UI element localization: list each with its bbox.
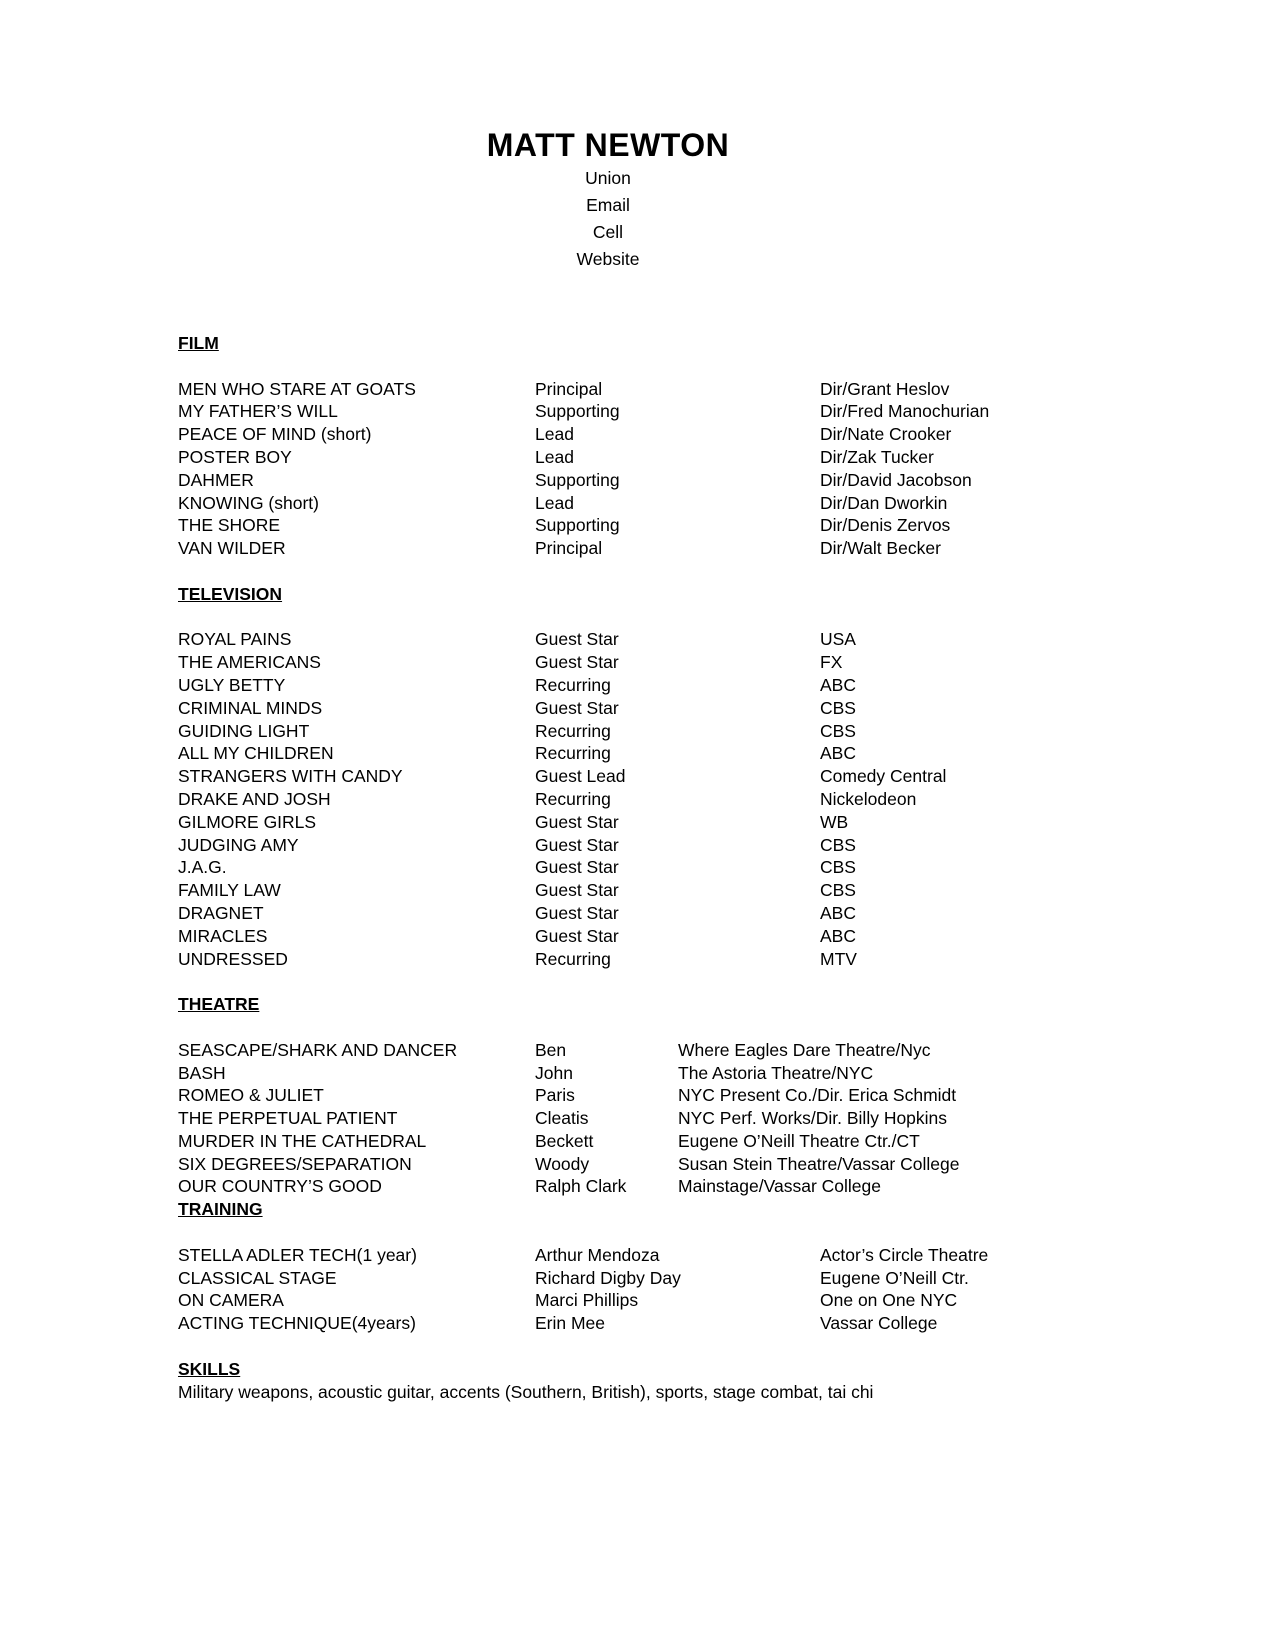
credit-detail: NYC Present Co./Dir. Erica Schmidt bbox=[678, 1085, 957, 1106]
theatre-rows bbox=[178, 1039, 1038, 1199]
credit-detail: CBS bbox=[820, 697, 856, 718]
credit-title: DAHMER bbox=[178, 469, 254, 490]
credit-role: Guest Star bbox=[535, 697, 619, 718]
credit-title: SEASCAPE/SHARK AND DANCER bbox=[178, 1039, 458, 1060]
training-teacher: Arthur Mendoza bbox=[535, 1244, 660, 1265]
credit-detail: USA bbox=[820, 629, 856, 650]
credit-role: Lead bbox=[535, 492, 574, 513]
film-credit-row bbox=[178, 378, 1038, 401]
credit-detail: Dir/Dan Dworkin bbox=[820, 492, 948, 513]
television-credit-row bbox=[178, 948, 1038, 971]
credit-detail: Dir/Fred Manochurian bbox=[820, 401, 990, 422]
credit-title: THE SHORE bbox=[178, 515, 281, 536]
credit-detail: ABC bbox=[820, 925, 856, 946]
credit-detail: ABC bbox=[820, 743, 856, 764]
credit-detail: Comedy Central bbox=[820, 766, 947, 787]
credit-detail: WB bbox=[820, 811, 849, 832]
film-credit-row bbox=[178, 423, 1038, 446]
training-place: One on One NYC bbox=[820, 1290, 958, 1311]
credit-role: Guest Star bbox=[535, 629, 619, 650]
credit-role: Supporting bbox=[535, 515, 620, 536]
credit-title: ROYAL PAINS bbox=[178, 629, 292, 650]
training-course: ACTING TECHNIQUE(4years) bbox=[178, 1313, 416, 1334]
credit-title: ALL MY CHILDREN bbox=[178, 743, 334, 764]
theatre-credit-row bbox=[178, 1062, 1038, 1085]
credit-title: MIRACLES bbox=[178, 925, 268, 946]
television-credit-row bbox=[178, 720, 1038, 743]
contact-line-website: Website bbox=[576, 249, 640, 269]
credit-detail: Dir/Grant Heslov bbox=[820, 378, 950, 399]
credit-title: UNDRESSED bbox=[178, 948, 288, 969]
credit-detail: Dir/Zak Tucker bbox=[820, 446, 934, 467]
credit-detail: ABC bbox=[820, 902, 856, 923]
film-credit-row bbox=[178, 400, 1038, 423]
training-place: Actor’s Circle Theatre bbox=[820, 1244, 989, 1265]
film-credit-row bbox=[178, 469, 1038, 492]
credit-detail: ABC bbox=[820, 674, 856, 695]
section-heading-film: FILM bbox=[178, 333, 219, 353]
contact-line-cell: Cell bbox=[592, 222, 624, 242]
credit-title: JUDGING AMY bbox=[178, 834, 299, 855]
training-place: Vassar College bbox=[820, 1313, 938, 1334]
section-theatre bbox=[178, 993, 1038, 1198]
credit-title: POSTER BOY bbox=[178, 446, 292, 467]
credit-title: SIX DEGREES/SEPARATION bbox=[178, 1153, 412, 1174]
credit-title: STRANGERS WITH CANDY bbox=[178, 766, 403, 787]
credit-title: PEACE OF MIND (short) bbox=[178, 424, 372, 445]
credit-detail: Dir/Denis Zervos bbox=[820, 515, 951, 536]
resume-content bbox=[178, 125, 1038, 1403]
television-credit-row bbox=[178, 834, 1038, 857]
credit-title: DRAKE AND JOSH bbox=[178, 788, 331, 809]
credit-detail: CBS bbox=[820, 720, 856, 741]
television-credit-row bbox=[178, 628, 1038, 651]
section-heading-theatre: THEATRE bbox=[178, 994, 260, 1015]
section-heading-training: TRAINING bbox=[178, 1199, 263, 1220]
credit-role: Guest Lead bbox=[535, 766, 626, 787]
credit-role: Guest Star bbox=[535, 902, 619, 923]
credit-detail: FX bbox=[820, 652, 843, 673]
training-course: CLASSICAL STAGE bbox=[178, 1267, 337, 1288]
credit-title: GILMORE GIRLS bbox=[178, 811, 317, 832]
section-film bbox=[178, 332, 1038, 560]
credit-role: Guest Star bbox=[535, 880, 619, 901]
theatre-credit-row bbox=[178, 1107, 1038, 1130]
television-credit-row bbox=[178, 856, 1038, 879]
film-credit-row bbox=[178, 514, 1038, 537]
training-credit-row bbox=[178, 1244, 1038, 1267]
credit-detail: The Astoria Theatre/NYC bbox=[678, 1062, 874, 1083]
television-credit-row bbox=[178, 674, 1038, 697]
training-teacher: Erin Mee bbox=[535, 1313, 606, 1334]
credit-title: CRIMINAL MINDS bbox=[178, 697, 323, 718]
section-skills bbox=[178, 1358, 1038, 1404]
credit-title: MURDER IN THE CATHEDRAL bbox=[178, 1130, 427, 1151]
credit-detail: Dir/Nate Crooker bbox=[820, 424, 952, 445]
credit-detail: Where Eagles Dare Theatre/Nyc bbox=[678, 1039, 931, 1060]
television-credit-row bbox=[178, 765, 1038, 788]
theatre-credit-row bbox=[178, 1130, 1038, 1153]
credit-detail: MTV bbox=[820, 948, 857, 969]
credit-detail: Eugene O’Neill Theatre Ctr./CT bbox=[678, 1130, 920, 1151]
television-credit-row bbox=[178, 925, 1038, 948]
credit-role: Recurring bbox=[535, 674, 611, 695]
credit-role: Guest Star bbox=[535, 857, 619, 878]
training-teacher: Marci Phillips bbox=[535, 1290, 639, 1311]
credit-role: Guest Star bbox=[535, 811, 619, 832]
credit-role: Guest Star bbox=[535, 925, 619, 946]
credit-title: FAMILY LAW bbox=[178, 880, 281, 901]
section-heading-skills: SKILLS bbox=[178, 1358, 241, 1379]
film-credit-row bbox=[178, 446, 1038, 469]
credit-title: BASH bbox=[178, 1062, 226, 1083]
skills-text: Military weapons, acoustic guitar, accents (Southern, British), sports, stage combat, tai chi bbox=[178, 1381, 874, 1402]
credit-role: Guest Star bbox=[535, 834, 619, 855]
contact-line-union: Union bbox=[585, 168, 631, 188]
theatre-credit-row bbox=[178, 1084, 1038, 1107]
credit-detail: CBS bbox=[820, 857, 856, 878]
credit-title: MEN WHO STARE AT GOATS bbox=[178, 378, 416, 399]
credit-role: Recurring bbox=[535, 720, 611, 741]
television-credit-row bbox=[178, 788, 1038, 811]
training-place: Eugene O’Neill Ctr. bbox=[820, 1267, 969, 1288]
section-television bbox=[178, 583, 1038, 971]
credit-detail: Susan Stein Theatre/Vassar College bbox=[678, 1153, 960, 1174]
credit-role: Lead bbox=[535, 446, 574, 467]
resume-name: MATT NEWTON bbox=[486, 127, 730, 163]
credit-detail: CBS bbox=[820, 834, 856, 855]
television-credit-row bbox=[178, 651, 1038, 674]
section-training bbox=[178, 1198, 1038, 1335]
training-credit-row bbox=[178, 1267, 1038, 1290]
credit-detail: Dir/David Jacobson bbox=[820, 469, 972, 490]
credit-role: Supporting bbox=[535, 401, 620, 422]
section-heading-television: TELEVISION bbox=[178, 583, 283, 604]
training-course: STELLA ADLER TECH(1 year) bbox=[178, 1244, 417, 1265]
television-credit-row bbox=[178, 879, 1038, 902]
resume-header bbox=[178, 125, 1038, 273]
television-credit-row bbox=[178, 697, 1038, 720]
credit-role: Paris bbox=[535, 1085, 575, 1106]
credit-detail: NYC Perf. Works/Dir. Billy Hopkins bbox=[678, 1108, 948, 1129]
credit-title: MY FATHER’S WILL bbox=[178, 401, 338, 422]
credit-role: Cleatis bbox=[535, 1108, 589, 1129]
training-credit-row bbox=[178, 1289, 1038, 1312]
training-rows bbox=[178, 1244, 1038, 1335]
credit-title: THE PERPETUAL PATIENT bbox=[178, 1108, 398, 1129]
credit-title: DRAGNET bbox=[178, 902, 264, 923]
television-credit-row bbox=[178, 811, 1038, 834]
credit-detail: Mainstage/Vassar College bbox=[678, 1176, 881, 1197]
theatre-credit-row bbox=[178, 1039, 1038, 1062]
credit-title: KNOWING (short) bbox=[178, 492, 319, 513]
credit-role: Guest Star bbox=[535, 652, 619, 673]
credit-role: Ralph Clark bbox=[535, 1176, 627, 1197]
training-credit-row bbox=[178, 1312, 1038, 1335]
credit-title: J.A.G. bbox=[178, 857, 227, 878]
credit-detail: CBS bbox=[820, 880, 856, 901]
television-rows bbox=[178, 628, 1038, 970]
credit-role: Ben bbox=[535, 1039, 567, 1060]
credit-role: Principal bbox=[535, 538, 603, 559]
credit-role: Supporting bbox=[535, 469, 620, 490]
credit-detail: Nickelodeon bbox=[820, 788, 917, 809]
credit-role: John bbox=[535, 1062, 573, 1083]
contact-line-email: Email bbox=[586, 195, 630, 215]
credit-title: THE AMERICANS bbox=[178, 652, 321, 673]
film-credit-row bbox=[178, 492, 1038, 515]
training-course: ON CAMERA bbox=[178, 1290, 284, 1311]
credit-role: Recurring bbox=[535, 743, 611, 764]
film-credit-row bbox=[178, 537, 1038, 560]
credit-title: ROMEO & JULIET bbox=[178, 1085, 324, 1106]
credit-role: Principal bbox=[535, 378, 603, 399]
television-credit-row bbox=[178, 902, 1038, 925]
credit-title: GUIDING LIGHT bbox=[178, 720, 310, 741]
film-rows bbox=[178, 378, 1038, 560]
credit-role: Recurring bbox=[535, 788, 611, 809]
credit-role: Lead bbox=[535, 424, 574, 445]
resume-body bbox=[178, 332, 1038, 1403]
theatre-credit-row bbox=[178, 1153, 1038, 1176]
contact-block bbox=[178, 165, 1038, 273]
credit-role: Recurring bbox=[535, 948, 611, 969]
credit-title: UGLY BETTY bbox=[178, 674, 286, 695]
credit-detail: Dir/Walt Becker bbox=[820, 538, 941, 559]
credit-title: VAN WILDER bbox=[178, 538, 286, 559]
credit-role: Beckett bbox=[535, 1130, 594, 1151]
credit-role: Woody bbox=[535, 1153, 590, 1174]
training-teacher: Richard Digby Day bbox=[535, 1267, 681, 1288]
television-credit-row bbox=[178, 742, 1038, 765]
credit-title: OUR COUNTRY’S GOOD bbox=[178, 1176, 382, 1197]
theatre-credit-row bbox=[178, 1175, 1038, 1198]
